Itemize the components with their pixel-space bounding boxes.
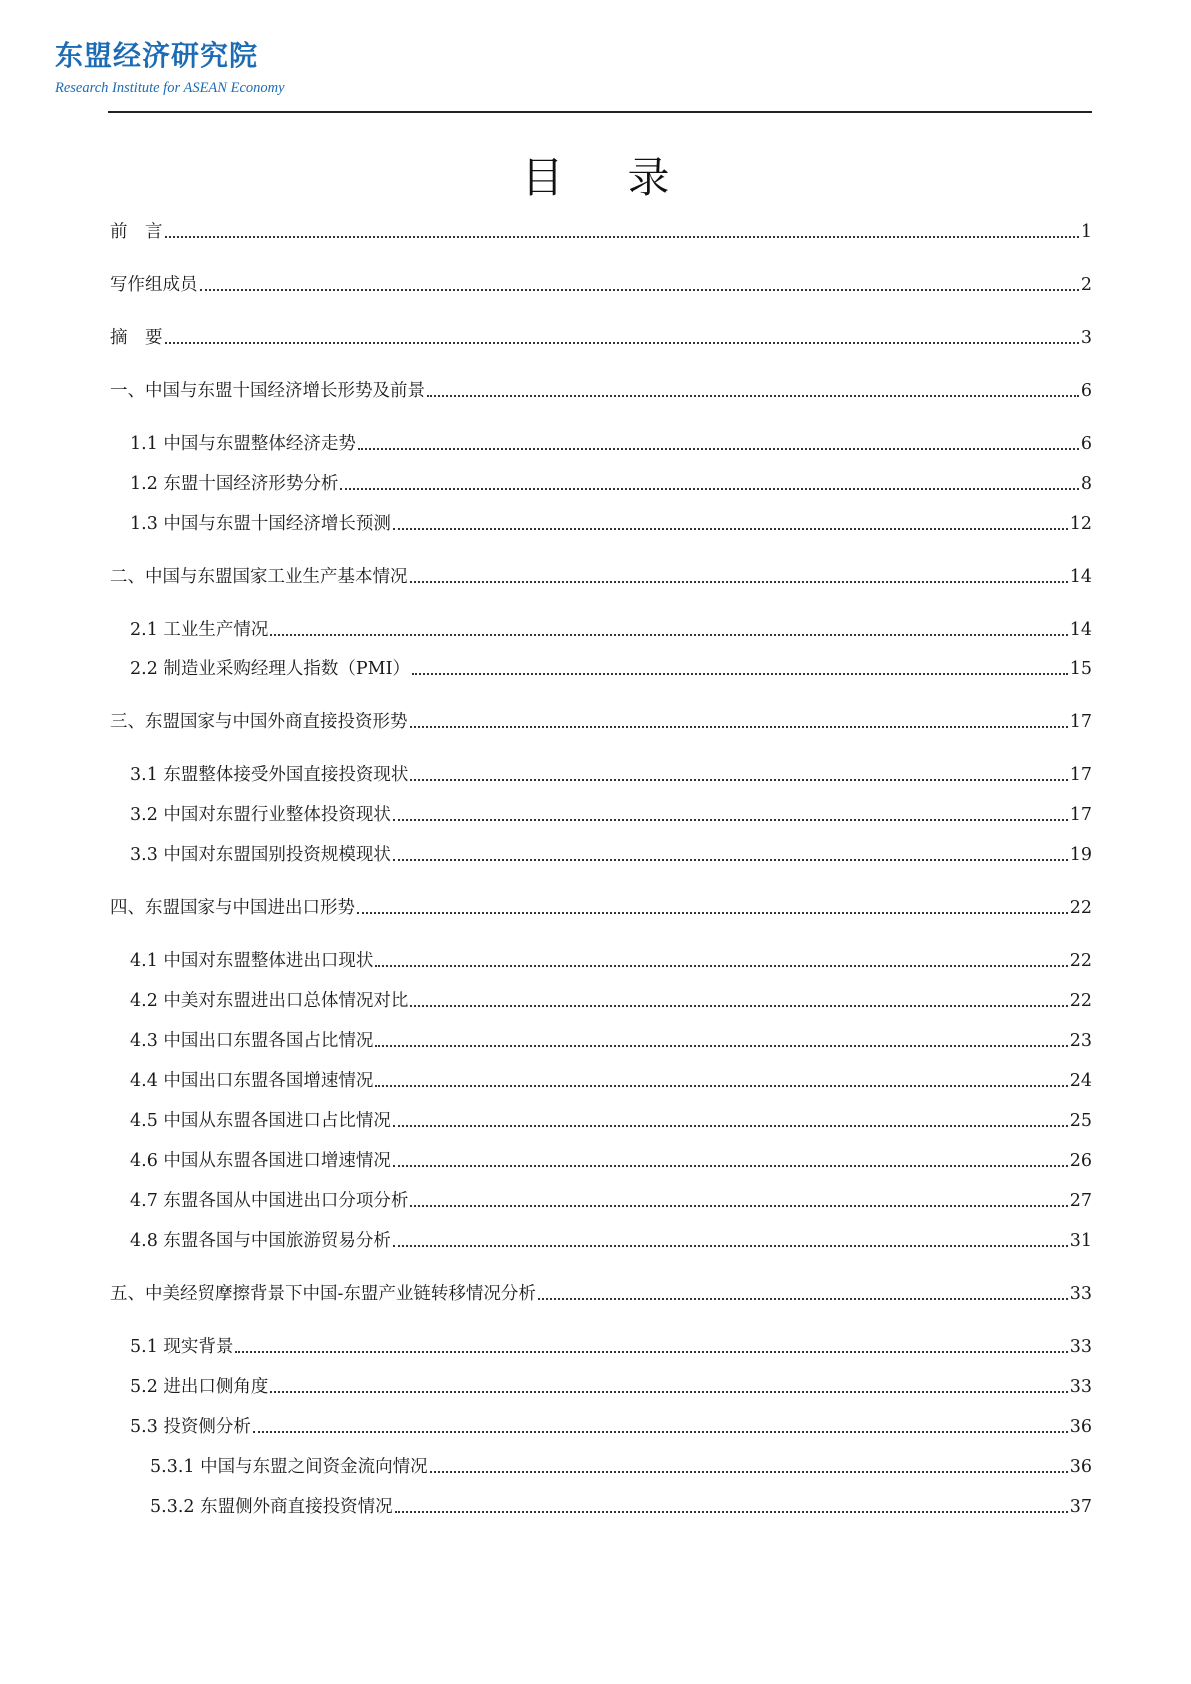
toc-entry-label: 2.1 工业生产情况 [130,620,269,640]
toc-entry-page: 24 [1069,1071,1092,1091]
dot-leader [357,912,1068,914]
dot-leader [430,1471,1068,1473]
toc-entry-page: 22 [1069,898,1092,918]
toc-entry[interactable] [130,1027,1092,1053]
toc-entry[interactable] [150,1493,1092,1519]
dot-leader [340,488,1078,490]
toc-entry[interactable] [130,1333,1092,1359]
dot-leader [410,1005,1067,1007]
toc-entry-page: 2 [1080,275,1092,295]
toc-entry-label: 5.1 现实背景 [130,1337,234,1357]
toc-entry[interactable] [150,1453,1092,1479]
toc-entry-page: 22 [1069,991,1092,1011]
logo-chinese: 东盟经济研究院 [55,39,259,72]
dot-leader [253,1431,1068,1433]
toc-entry[interactable] [130,1107,1092,1133]
dot-leader [393,528,1068,530]
toc-entry-label: 四、东盟国家与中国进出口形势 [110,898,355,918]
toc-entry-label: 5.3 投资侧分析 [130,1417,251,1437]
toc-entry[interactable] [130,947,1092,973]
dot-leader [375,965,1067,967]
toc-entry[interactable] [130,510,1092,536]
toc-entry[interactable] [110,324,1092,350]
toc-entry-page: 36 [1069,1457,1092,1477]
toc-entry-page: 17 [1069,765,1092,785]
toc-entry-label: 前 言 [110,222,163,242]
dot-leader [235,1351,1067,1353]
toc-entry-page: 27 [1069,1191,1092,1211]
toc-entry-page: 22 [1069,951,1092,971]
toc-entry-label: 2.2 制造业采购经理人指数（PMI） [130,659,410,679]
toc-entry-label: 1.3 中国与东盟十国经济增长预测 [130,514,391,534]
toc-entry[interactable] [110,894,1092,920]
toc-entry-page: 26 [1069,1151,1092,1171]
dot-leader [200,289,1079,291]
toc-entry-label: 4.7 东盟各国从中国进出口分项分析 [130,1191,409,1211]
dot-leader [375,1045,1067,1047]
toc-title-char-1: 目 [521,153,564,202]
toc-entry-page: 23 [1069,1031,1092,1051]
dot-leader [410,581,1068,583]
dot-leader [375,1085,1067,1087]
toc-entry[interactable] [130,841,1092,867]
toc-entry-page: 12 [1069,514,1092,534]
dot-leader [427,395,1079,397]
toc-entry-page: 14 [1069,567,1092,587]
toc-entry-label: 1.1 中国与东盟整体经济走势 [130,434,356,454]
toc-entry-page: 33 [1069,1377,1092,1397]
dot-leader [410,726,1068,728]
toc-entry[interactable] [130,1187,1092,1213]
toc-entry-page: 17 [1069,805,1092,825]
dot-leader [393,1245,1068,1247]
toc-title-char-2: 录 [627,153,670,202]
toc-entry[interactable] [130,1227,1092,1253]
toc-entry[interactable] [110,708,1092,734]
logo-english: Research Institute for ASEAN Economy [55,80,285,96]
toc-entry-label: 三、东盟国家与中国外商直接投资形势 [110,712,408,732]
dot-leader [393,1165,1068,1167]
dot-leader [393,859,1068,861]
toc-entry-label: 5.3.1 中国与东盟之间资金流向情况 [150,1457,428,1477]
toc-entry-page: 14 [1069,620,1092,640]
toc-entry-label: 五、中美经贸摩擦背景下中国-东盟产业链转移情况分析 [110,1284,536,1304]
toc-entry-page: 37 [1069,1497,1092,1517]
toc-entry-page: 3 [1080,328,1092,348]
toc-entry-label: 4.2 中美对东盟进出口总体情况对比 [130,991,409,1011]
dot-leader [395,1511,1068,1513]
toc-entry[interactable] [130,430,1092,456]
toc-entry-label: 4.6 中国从东盟各国进口增速情况 [130,1151,391,1171]
toc-entry-label: 二、中国与东盟国家工业生产基本情况 [110,567,408,587]
toc-entry-label: 1.2 东盟十国经济形势分析 [130,474,339,494]
toc-entry[interactable] [130,761,1092,787]
toc-entry-label: 4.1 中国对东盟整体进出口现状 [130,951,374,971]
toc-entry-label: 4.5 中国从东盟各国进口占比情况 [130,1111,391,1131]
dot-leader [412,673,1068,675]
toc-entry-page: 6 [1080,381,1092,401]
dot-leader [410,779,1067,781]
dot-leader [410,1205,1067,1207]
toc-entry-page: 19 [1069,845,1092,865]
toc-entry[interactable] [130,1413,1092,1439]
toc-entry-label: 一、中国与东盟十国经济增长形势及前景 [110,381,425,401]
toc-entry-label: 4.4 中国出口东盟各国增速情况 [130,1071,374,1091]
dot-leader [393,1125,1068,1127]
toc-entry[interactable] [130,801,1092,827]
toc-entry[interactable] [130,616,1092,642]
toc-entry[interactable] [130,1067,1092,1093]
toc-entry[interactable] [110,218,1092,244]
toc-entry[interactable] [110,271,1092,297]
toc-entry-page: 31 [1069,1231,1092,1251]
toc-entry-page: 36 [1069,1417,1092,1437]
toc-entry-page: 15 [1069,659,1092,679]
toc-entry-page: 1 [1080,222,1092,242]
dot-leader [393,819,1068,821]
toc-entry[interactable] [130,1373,1092,1399]
dot-leader [165,236,1079,238]
toc-entry-label: 4.3 中国出口东盟各国占比情况 [130,1031,374,1051]
toc-entry-label: 5.2 进出口侧角度 [130,1377,269,1397]
toc-entry[interactable] [110,377,1092,403]
toc-entry[interactable] [130,1147,1092,1173]
toc-entry-label: 4.8 东盟各国与中国旅游贸易分析 [130,1231,391,1251]
toc-entry-label: 3.3 中国对东盟国别投资规模现状 [130,845,391,865]
toc-entry-page: 33 [1069,1284,1092,1304]
toc-entry-page: 6 [1080,434,1092,454]
dot-leader [270,1391,1067,1393]
dot-leader [358,448,1079,450]
toc-entry-page: 17 [1069,712,1092,732]
toc-entry-label: 摘 要 [110,328,163,348]
toc-entry[interactable] [130,655,1092,681]
toc-entry[interactable] [130,987,1092,1013]
toc-entry[interactable] [110,1280,1092,1306]
dot-leader [538,1298,1068,1300]
toc-entry[interactable] [130,470,1092,496]
dot-leader [165,342,1079,344]
toc-entry-page: 33 [1069,1337,1092,1357]
toc-entry-page: 8 [1080,474,1092,494]
toc-entry-page: 25 [1069,1111,1092,1131]
dot-leader [270,634,1067,636]
toc-entry-label: 5.3.2 东盟侧外商直接投资情况 [150,1497,393,1517]
toc-entry-label: 3.2 中国对东盟行业整体投资现状 [130,805,391,825]
toc-entry-label: 3.1 东盟整体接受外国直接投资现状 [130,765,409,785]
toc-entry-label: 写作组成员 [110,275,198,295]
toc-entry[interactable] [110,563,1092,589]
